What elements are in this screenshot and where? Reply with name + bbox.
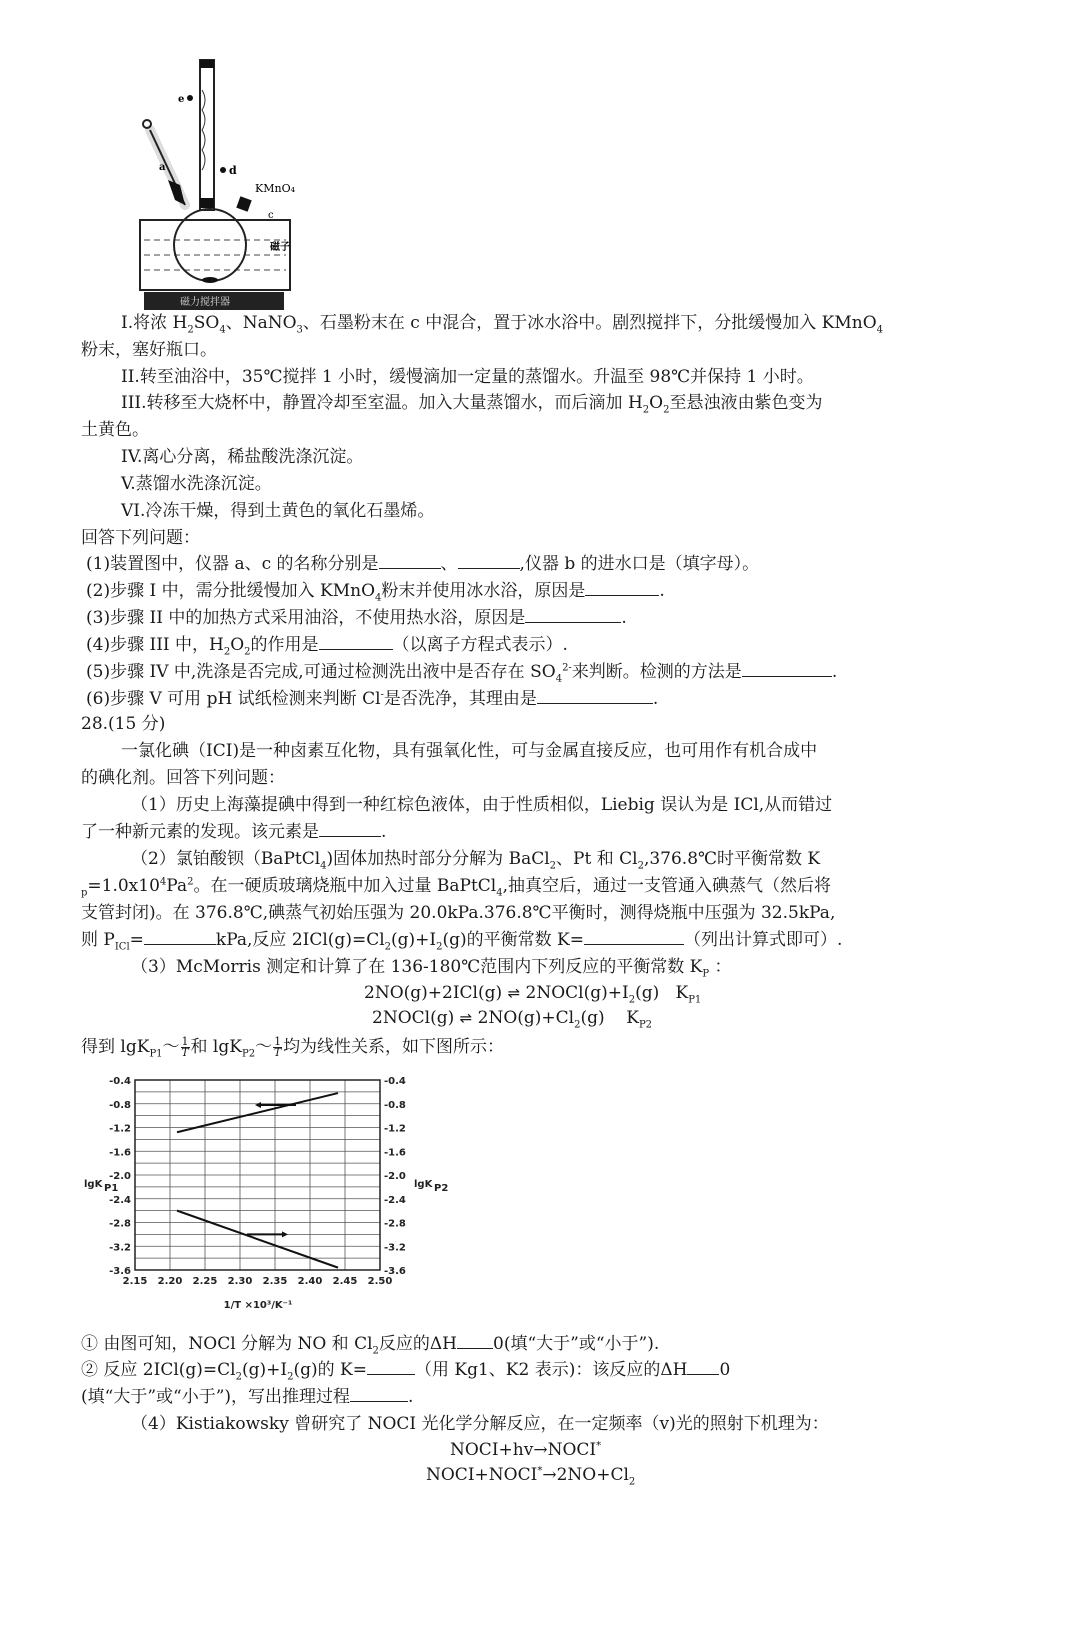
y-tick-label-left: -0.4 (109, 1076, 131, 1087)
arrow-right-icon (282, 1231, 288, 1237)
equation-1: 2NO(g)+2ICl(g) ⇌ $2NOCl(g)+I_2(g)$ $K_{P1}$ (364, 983, 702, 1006)
label-d: d (229, 164, 237, 177)
step-5: V.蒸馏水洗涤沉淀。 (121, 474, 272, 494)
q27-5: (5)步骤 IV 中,洗涤是否完成,可通过检测洗出液中是否存在 $SO_4^{2-}$来判断。检测的方法是 . (86, 662, 838, 685)
answer-blank[interactable] (144, 929, 216, 945)
q27-2: (2)步骤 I 中，需分批缓慢加入 KMnO$_4$粉末并使用冰水浴，原因是 . (86, 581, 665, 604)
equilibrium-arrow-icon: ⇌ (459, 1009, 473, 1027)
step-6: VI.冷冻干燥，得到土黄色的氧化石墨烯。 (121, 501, 435, 521)
q27-6: (6)步骤 V 可用 pH 试纸检测来判断 Cl-是否洗净，其理由是 . (86, 689, 659, 709)
x-tick-label: 2.15 (122, 1276, 148, 1287)
y-tick-label-right: -2.8 (384, 1218, 406, 1230)
y-tick-label-right: -3.2 (384, 1242, 406, 1254)
y-tick-label-right: -0.4 (384, 1076, 406, 1087)
x-tick-label: 2.20 (157, 1276, 183, 1287)
step-4: IV.离心分离，稀盐酸洗涤沉淀。 (121, 447, 364, 467)
answer-blank[interactable] (367, 1359, 415, 1375)
lgk-vs-inverse-t-chart (80, 1070, 450, 1320)
x-tick-label: 2.30 (227, 1276, 253, 1287)
series-line (177, 1093, 338, 1132)
answer-blank[interactable] (319, 634, 393, 650)
subquestion-2: ② 反应 $2ICl(g)=Cl_2(g)+I_2(g)$的 K= （用 Kg1、K2 表示)：该反应的ΔH 0 (81, 1360, 731, 1383)
label-kmno4: KMnO₄ (255, 182, 295, 195)
y-tick-label-right: -2.0 (384, 1171, 406, 1182)
y-tick-label-right: -0.8 (384, 1099, 406, 1111)
step-3-cont: 土黄色。 (81, 420, 149, 440)
step-2: II.转至油浴中，35℃搅拌 1 小时，缓慢滴加一定量的蒸馏水。升温至 98℃并保持 1 小时。 (121, 367, 814, 387)
x-tick-label: 2.25 (192, 1276, 218, 1287)
answer-blank[interactable] (742, 661, 832, 677)
label-stirrer: 磁力搅拌器 (180, 297, 230, 308)
series-line (177, 1211, 338, 1268)
q27-3: (3)步骤 II 中的加热方式采用油浴，不使用热水浴，原因是 . (86, 608, 627, 628)
q28-part2-line3: 支管封闭)。在 376.8℃,碘蒸气初始压强为 20.0kPa.376.8℃平衡时，测得烧瓶中压强为 32.5kPa, (81, 903, 836, 923)
y-axis-label-left: lgK (84, 1178, 103, 1190)
x-tick-label: 2.35 (262, 1276, 288, 1287)
y-axis-label-right-sub: P2 (434, 1182, 449, 1194)
x-tick-label: 2.45 (332, 1276, 358, 1287)
mechanism-step-2: $NOCI+NOCI^*\to 2NO+Cl_2$ (426, 1465, 636, 1488)
mechanism-step-1: NOCI+hv→NOCI* (450, 1440, 602, 1460)
step-1: I.将浓 $H_2SO_4$、NaNO$_3$、石墨粉末在 c 中混合，置于冰水浴中。剧烈搅拌下，分批缓慢加入 KMnO$_4$ (121, 313, 884, 336)
q27-4: (4)步骤 III 中，$H_2O_2$的作用是 （以离子方程式表示）. (86, 635, 568, 658)
q28-part3: （3）McMorris 测定和计算了在 136-180℃范围内下列反应的平衡常数 $K_P$ ： (131, 957, 732, 980)
label-a: a (159, 162, 166, 173)
y-tick-label-left: -3.6 (109, 1266, 131, 1277)
x-tick-label: 2.40 (297, 1276, 323, 1287)
y-axis-label-left-sub: P1 (104, 1182, 119, 1194)
apparatus-diagram (130, 20, 320, 310)
y-tick-label-left: -2.4 (109, 1194, 131, 1206)
step-1-cont: 粉末，塞好瓶口。 (81, 340, 217, 360)
x-tick-label: 2.50 (367, 1276, 393, 1287)
y-axis-label-right: lgK (414, 1178, 433, 1190)
x-axis-label: 1/T ×10³/K⁻¹ (223, 1300, 293, 1311)
equilibrium-arrow-icon: ⇌ (507, 984, 521, 1002)
q28-part1-cont: 了一种新元素的发现。该元素是 . (81, 822, 387, 842)
equation-2: 2NOCl(g) ⇌ $2NO(g)+Cl_2(g)$ $K_{P2}$ (372, 1008, 653, 1031)
answer-blank[interactable] (585, 580, 659, 596)
y-tick-label-left: -2.8 (109, 1218, 131, 1230)
y-tick-label-right: -3.6 (384, 1266, 406, 1277)
y-tick-label-left: -1.2 (109, 1123, 131, 1135)
q27-intro: 回答下列问题： (81, 528, 200, 548)
label-magnet: 磁子 (270, 242, 290, 253)
label-c: c (268, 210, 274, 221)
answer-blank[interactable] (319, 821, 381, 837)
q28-part2-line4: 则 $P_{ICl}=$ kPa,反应 $2ICl(g)=Cl_2(g)+I_2(g)$的平衡常数 K= （列出计算式即可）. (81, 930, 843, 953)
y-tick-label-right: -1.6 (384, 1147, 406, 1159)
answer-blank[interactable] (457, 1333, 493, 1349)
subquestion-1: ① 由图可知，NOCl 分解为 NO 和 $Cl_2$反应的ΔH 0(填“大于”或“小于”). (81, 1334, 660, 1357)
y-tick-label-left: -0.8 (109, 1099, 131, 1111)
answer-blank[interactable] (350, 1386, 408, 1402)
y-tick-label-left: -3.2 (109, 1242, 131, 1254)
q28-intro-2: 的碘化剂。回答下列问题： (81, 768, 285, 788)
q27-1: (1)装置图中，仪器 a、c 的名称分别是 、 ,仪器 b 的进水口是（填字母）。 (86, 554, 760, 574)
step-3: III.转移至大烧杯中，静置冷却至室温。加入大量蒸馏水，而后滴加 $H_2O_2$至悬浊液由紫色变为 (121, 393, 823, 416)
answer-blank[interactable] (687, 1359, 719, 1375)
q28-part2-line1: （2）氯铂酸钡（BaPtCl$_4$)固体加热时部分分解为 BaCl$_2$、Pt 和 $Cl_2,376.8℃$时平衡常数 K (131, 849, 821, 872)
q28-part2-line2: $_p=1.0x10^4Pa^2$。在一硬质玻璃烧瓶中加入过量 BaPtCl$_4$,抽真空后，通过一支管通入碘蒸气（然后将 (81, 876, 831, 899)
q28-header: 28.(15 分) (81, 714, 166, 734)
answer-blank[interactable] (458, 553, 520, 569)
y-tick-label-right: -2.4 (384, 1194, 406, 1206)
q28-part1: （1）历史上海藻提碘中得到一种红棕色液体，由于性质相似，Liebig 误认为是 ICl,从而错过 (131, 795, 833, 815)
answer-blank[interactable] (525, 607, 621, 623)
linear-relation-text: 得到 lgK$_{P1}$～ $\frac{1}{T}$ 和 lgK$_{P2}$～ $\frac{1}{T}$ 均为线性关系，如下图所示： (81, 1035, 505, 1060)
q28-part4: （4）Kistiakowsky 曾研究了 NOCI 光化学分解反应，在一定频率（v)光的照射下机理为： (131, 1414, 829, 1434)
arrow-left-icon (255, 1102, 261, 1108)
q28-intro-1: 一氯化碘（ICI)是一种卤素互化物，具有强氧化性，可与金属直接反应，也可用作有机合成中 (121, 741, 818, 761)
answer-blank[interactable] (379, 553, 441, 569)
y-tick-label-left: -1.6 (109, 1147, 131, 1159)
answer-blank[interactable] (537, 688, 653, 704)
label-e: e (178, 94, 185, 105)
subquestion-2-cont: (填“大于”或“小于”)，写出推理过程 . (81, 1387, 414, 1407)
answer-blank[interactable] (584, 929, 684, 945)
y-tick-label-right: -1.2 (384, 1123, 406, 1135)
y-tick-label-left: -2.0 (109, 1171, 131, 1182)
